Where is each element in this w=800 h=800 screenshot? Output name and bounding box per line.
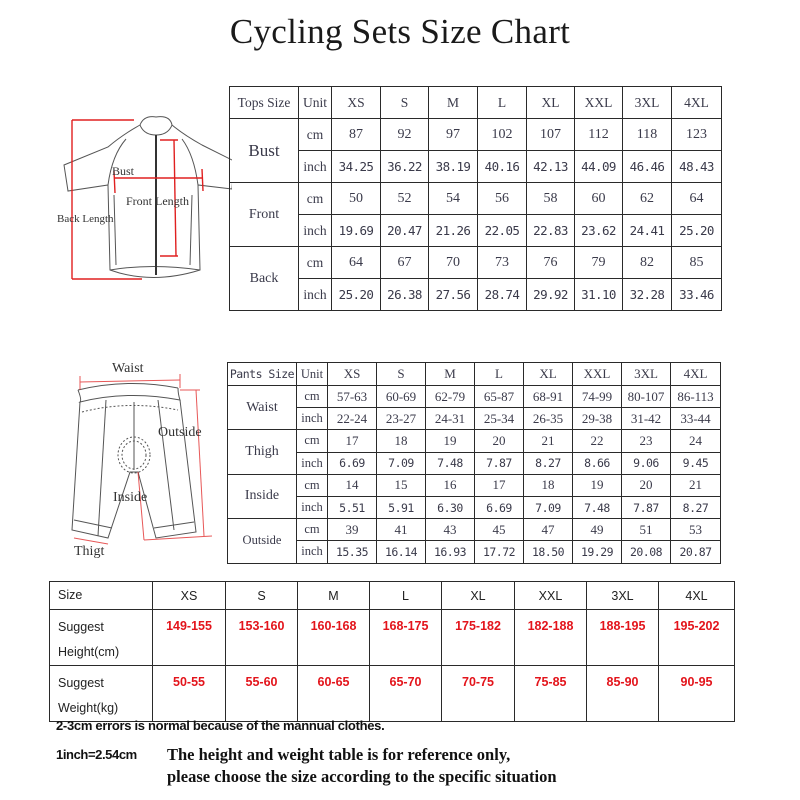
value-cell: 25.20 <box>332 279 381 311</box>
value-cell: 64 <box>672 183 722 215</box>
value-cell: 17 <box>328 430 377 452</box>
value-cell: 6.69 <box>328 452 377 474</box>
unit-cell: inch <box>299 279 332 311</box>
value-cell: 62 <box>623 183 672 215</box>
reference-note-line1: The height and weight table is for reference only, <box>167 745 511 764</box>
value-cell: 97 <box>429 119 478 151</box>
value-cell: 20 <box>622 474 671 496</box>
value-cell: 9.45 <box>671 452 721 474</box>
measure-label-inside: Inside <box>228 474 297 518</box>
back-length-label: Back Length <box>57 213 114 225</box>
header-size: XS <box>332 87 381 119</box>
value-cell: 76 <box>527 247 575 279</box>
weight-value: 55-60 <box>226 666 298 722</box>
value-cell: 52 <box>381 183 429 215</box>
header-size: S <box>377 363 426 386</box>
unit-cell: cm <box>299 247 332 279</box>
table-header-row <box>228 363 721 386</box>
header-size: 3XL <box>623 87 672 119</box>
page-title: Cycling Sets Size Chart <box>229 12 571 51</box>
measure-label-front: Front <box>230 183 299 247</box>
reference-note <box>167 744 557 788</box>
row-label-line1: Suggest <box>58 620 104 634</box>
header-size: M <box>426 363 475 386</box>
height-value: 188-195 <box>587 610 659 666</box>
value-cell: 50 <box>332 183 381 215</box>
row-label-line2: Height(cm) <box>58 645 120 659</box>
table-row <box>228 519 721 541</box>
value-cell: 5.91 <box>377 496 426 518</box>
value-cell: 7.48 <box>426 452 475 474</box>
header-label: Pants Size <box>228 363 297 386</box>
value-cell: 9.06 <box>622 452 671 474</box>
measure-label-thigh: Thigh <box>228 430 297 474</box>
value-cell: 85 <box>672 247 722 279</box>
measure-label-back: Back <box>230 247 299 311</box>
value-cell: 6.30 <box>426 496 475 518</box>
table-row <box>230 183 722 215</box>
table-row <box>230 247 722 279</box>
weight-value: 60-65 <box>298 666 370 722</box>
pants-size-table <box>227 362 721 564</box>
value-cell: 16 <box>426 474 475 496</box>
value-cell: 36.22 <box>381 151 429 183</box>
value-cell: 28.74 <box>478 279 527 311</box>
height-value: 168-175 <box>370 610 442 666</box>
measure-label-outside: Outside <box>228 519 297 563</box>
header-size: L <box>475 363 524 386</box>
value-cell: 60-69 <box>377 386 426 408</box>
value-cell: 87 <box>332 119 381 151</box>
unit-cell: cm <box>299 183 332 215</box>
waist-label: Waist <box>112 361 144 376</box>
suggest-size-table <box>49 581 735 722</box>
value-cell: 86-113 <box>671 386 721 408</box>
value-cell: 20.08 <box>622 541 671 563</box>
value-cell: 19 <box>426 430 475 452</box>
header-size: XS <box>328 363 377 386</box>
table-row <box>228 474 721 496</box>
unit-cell: inch <box>299 151 332 183</box>
header-size: 4XL <box>671 363 721 386</box>
value-cell: 24-31 <box>426 408 475 430</box>
height-value: 153-160 <box>226 610 298 666</box>
value-cell: 22.05 <box>478 215 527 247</box>
table-row <box>228 541 721 563</box>
value-cell: 47 <box>524 519 573 541</box>
header-size: M <box>429 87 478 119</box>
header-label: Size <box>50 582 153 610</box>
value-cell: 102 <box>478 119 527 151</box>
value-cell: 57-63 <box>328 386 377 408</box>
value-cell: 19.69 <box>332 215 381 247</box>
table-row <box>228 430 721 452</box>
weight-value: 65-70 <box>370 666 442 722</box>
value-cell: 74-99 <box>573 386 622 408</box>
shorts-diagram <box>68 360 228 565</box>
value-cell: 49 <box>573 519 622 541</box>
value-cell: 24 <box>671 430 721 452</box>
header-size: 3XL <box>622 363 671 386</box>
value-cell: 8.66 <box>573 452 622 474</box>
value-cell: 17.72 <box>475 541 524 563</box>
value-cell: 64 <box>332 247 381 279</box>
unit-cell: inch <box>299 215 332 247</box>
value-cell: 40.16 <box>478 151 527 183</box>
value-cell: 7.87 <box>475 452 524 474</box>
row-label-line2: Weight(kg) <box>58 701 119 715</box>
table-row <box>230 119 722 151</box>
value-cell: 51 <box>622 519 671 541</box>
value-cell: 48.43 <box>672 151 722 183</box>
value-cell: 17 <box>475 474 524 496</box>
value-cell: 22 <box>573 430 622 452</box>
height-value: 149-155 <box>153 610 226 666</box>
value-cell: 60 <box>575 183 623 215</box>
jersey-diagram <box>52 95 232 295</box>
value-cell: 18 <box>524 474 573 496</box>
value-cell: 25.20 <box>672 215 722 247</box>
value-cell: 33.46 <box>672 279 722 311</box>
value-cell: 112 <box>575 119 623 151</box>
header-size: XS <box>153 582 226 610</box>
value-cell: 6.69 <box>475 496 524 518</box>
value-cell: 62-79 <box>426 386 475 408</box>
value-cell: 7.09 <box>377 452 426 474</box>
value-cell: 18.50 <box>524 541 573 563</box>
value-cell: 25-34 <box>475 408 524 430</box>
value-cell: 107 <box>527 119 575 151</box>
value-cell: 15.35 <box>328 541 377 563</box>
value-cell: 29.92 <box>527 279 575 311</box>
inside-label: Inside <box>113 490 148 505</box>
value-cell: 34.25 <box>332 151 381 183</box>
header-size: S <box>226 582 298 610</box>
value-cell: 27.56 <box>429 279 478 311</box>
header-size: L <box>478 87 527 119</box>
bust-label: Bust <box>112 164 135 178</box>
value-cell: 32.28 <box>623 279 672 311</box>
value-cell: 23.62 <box>575 215 623 247</box>
value-cell: 31.10 <box>575 279 623 311</box>
height-value: 160-168 <box>298 610 370 666</box>
header-size: 4XL <box>659 582 735 610</box>
measure-label-bust: Bust <box>230 119 299 183</box>
value-cell: 16.14 <box>377 541 426 563</box>
measure-label-waist: Waist <box>228 386 297 430</box>
value-cell: 58 <box>527 183 575 215</box>
value-cell: 19 <box>573 474 622 496</box>
header-size: M <box>298 582 370 610</box>
value-cell: 22.83 <box>527 215 575 247</box>
value-cell: 31-42 <box>622 408 671 430</box>
value-cell: 92 <box>381 119 429 151</box>
table-row <box>230 215 722 247</box>
value-cell: 21 <box>524 430 573 452</box>
table-row <box>230 279 722 311</box>
tops-size-table <box>229 86 722 311</box>
unit-cell: cm <box>297 386 328 408</box>
table-row <box>228 452 721 474</box>
value-cell: 46.46 <box>623 151 672 183</box>
height-value: 175-182 <box>442 610 515 666</box>
value-cell: 7.87 <box>622 496 671 518</box>
height-value: 195-202 <box>659 610 735 666</box>
table-header-row <box>50 582 735 610</box>
weight-value: 85-90 <box>587 666 659 722</box>
table-row-height <box>50 610 735 666</box>
value-cell: 33-44 <box>671 408 721 430</box>
value-cell: 68-91 <box>524 386 573 408</box>
shorts-icon <box>68 360 228 565</box>
value-cell: 56 <box>478 183 527 215</box>
table-row <box>228 496 721 518</box>
value-cell: 123 <box>672 119 722 151</box>
value-cell: 42.13 <box>527 151 575 183</box>
value-cell: 67 <box>381 247 429 279</box>
unit-cell: cm <box>297 519 328 541</box>
value-cell: 29-38 <box>573 408 622 430</box>
value-cell: 54 <box>429 183 478 215</box>
header-label: Tops Size <box>230 87 299 119</box>
unit-cell: cm <box>299 119 332 151</box>
value-cell: 20.87 <box>671 541 721 563</box>
header-size: XL <box>527 87 575 119</box>
weight-value: 90-95 <box>659 666 735 722</box>
value-cell: 7.09 <box>524 496 573 518</box>
value-cell: 16.93 <box>426 541 475 563</box>
row-label-line1: Suggest <box>58 676 104 690</box>
reference-note-line2: please choose the size according to the specific situation <box>167 767 557 786</box>
value-cell: 14 <box>328 474 377 496</box>
value-cell: 5.51 <box>328 496 377 518</box>
outside-label: Outside <box>158 425 202 440</box>
header-size: XXL <box>575 87 623 119</box>
value-cell: 21 <box>671 474 721 496</box>
value-cell: 22-24 <box>328 408 377 430</box>
weight-value: 50-55 <box>153 666 226 722</box>
unit-cell: inch <box>297 408 328 430</box>
header-size: L <box>370 582 442 610</box>
value-cell: 15 <box>377 474 426 496</box>
value-cell: 18 <box>377 430 426 452</box>
value-cell: 41 <box>377 519 426 541</box>
unit-cell: cm <box>297 430 328 452</box>
header-size: S <box>381 87 429 119</box>
value-cell: 19.29 <box>573 541 622 563</box>
weight-value: 75-85 <box>515 666 587 722</box>
header-unit: Unit <box>299 87 332 119</box>
value-cell: 43 <box>426 519 475 541</box>
value-cell: 20 <box>475 430 524 452</box>
value-cell: 79 <box>575 247 623 279</box>
row-label-weight <box>50 666 153 722</box>
unit-cell: inch <box>297 541 328 563</box>
value-cell: 26.38 <box>381 279 429 311</box>
unit-cell: inch <box>297 496 328 518</box>
value-cell: 53 <box>671 519 721 541</box>
table-header-row <box>230 87 722 119</box>
table-row <box>228 408 721 430</box>
weight-value: 70-75 <box>442 666 515 722</box>
value-cell: 82 <box>623 247 672 279</box>
value-cell: 7.48 <box>573 496 622 518</box>
header-size: XL <box>524 363 573 386</box>
errors-note: 2-3cm errors is normal because of the mannual clothes. <box>56 718 385 733</box>
header-size: XXL <box>515 582 587 610</box>
value-cell: 8.27 <box>671 496 721 518</box>
value-cell: 44.09 <box>575 151 623 183</box>
value-cell: 23 <box>622 430 671 452</box>
unit-cell: cm <box>297 474 328 496</box>
value-cell: 23-27 <box>377 408 426 430</box>
unit-cell: inch <box>297 452 328 474</box>
value-cell: 26-35 <box>524 408 573 430</box>
header-unit: Unit <box>297 363 328 386</box>
value-cell: 80-107 <box>622 386 671 408</box>
value-cell: 21.26 <box>429 215 478 247</box>
front-length-label: Front Length <box>126 194 189 208</box>
value-cell: 39 <box>328 519 377 541</box>
header-size: XL <box>442 582 515 610</box>
header-size: XXL <box>573 363 622 386</box>
header-size: 3XL <box>587 582 659 610</box>
row-label-height <box>50 610 153 666</box>
thigh-label: Thigt <box>74 544 105 559</box>
value-cell: 20.47 <box>381 215 429 247</box>
conversion-note: 1inch=2.54cm <box>56 747 137 762</box>
table-row <box>228 386 721 408</box>
table-row <box>230 151 722 183</box>
value-cell: 70 <box>429 247 478 279</box>
value-cell: 73 <box>478 247 527 279</box>
height-value: 182-188 <box>515 610 587 666</box>
value-cell: 24.41 <box>623 215 672 247</box>
table-row-weight <box>50 666 735 722</box>
header-size: 4XL <box>672 87 722 119</box>
value-cell: 118 <box>623 119 672 151</box>
value-cell: 65-87 <box>475 386 524 408</box>
value-cell: 45 <box>475 519 524 541</box>
value-cell: 38.19 <box>429 151 478 183</box>
value-cell: 8.27 <box>524 452 573 474</box>
